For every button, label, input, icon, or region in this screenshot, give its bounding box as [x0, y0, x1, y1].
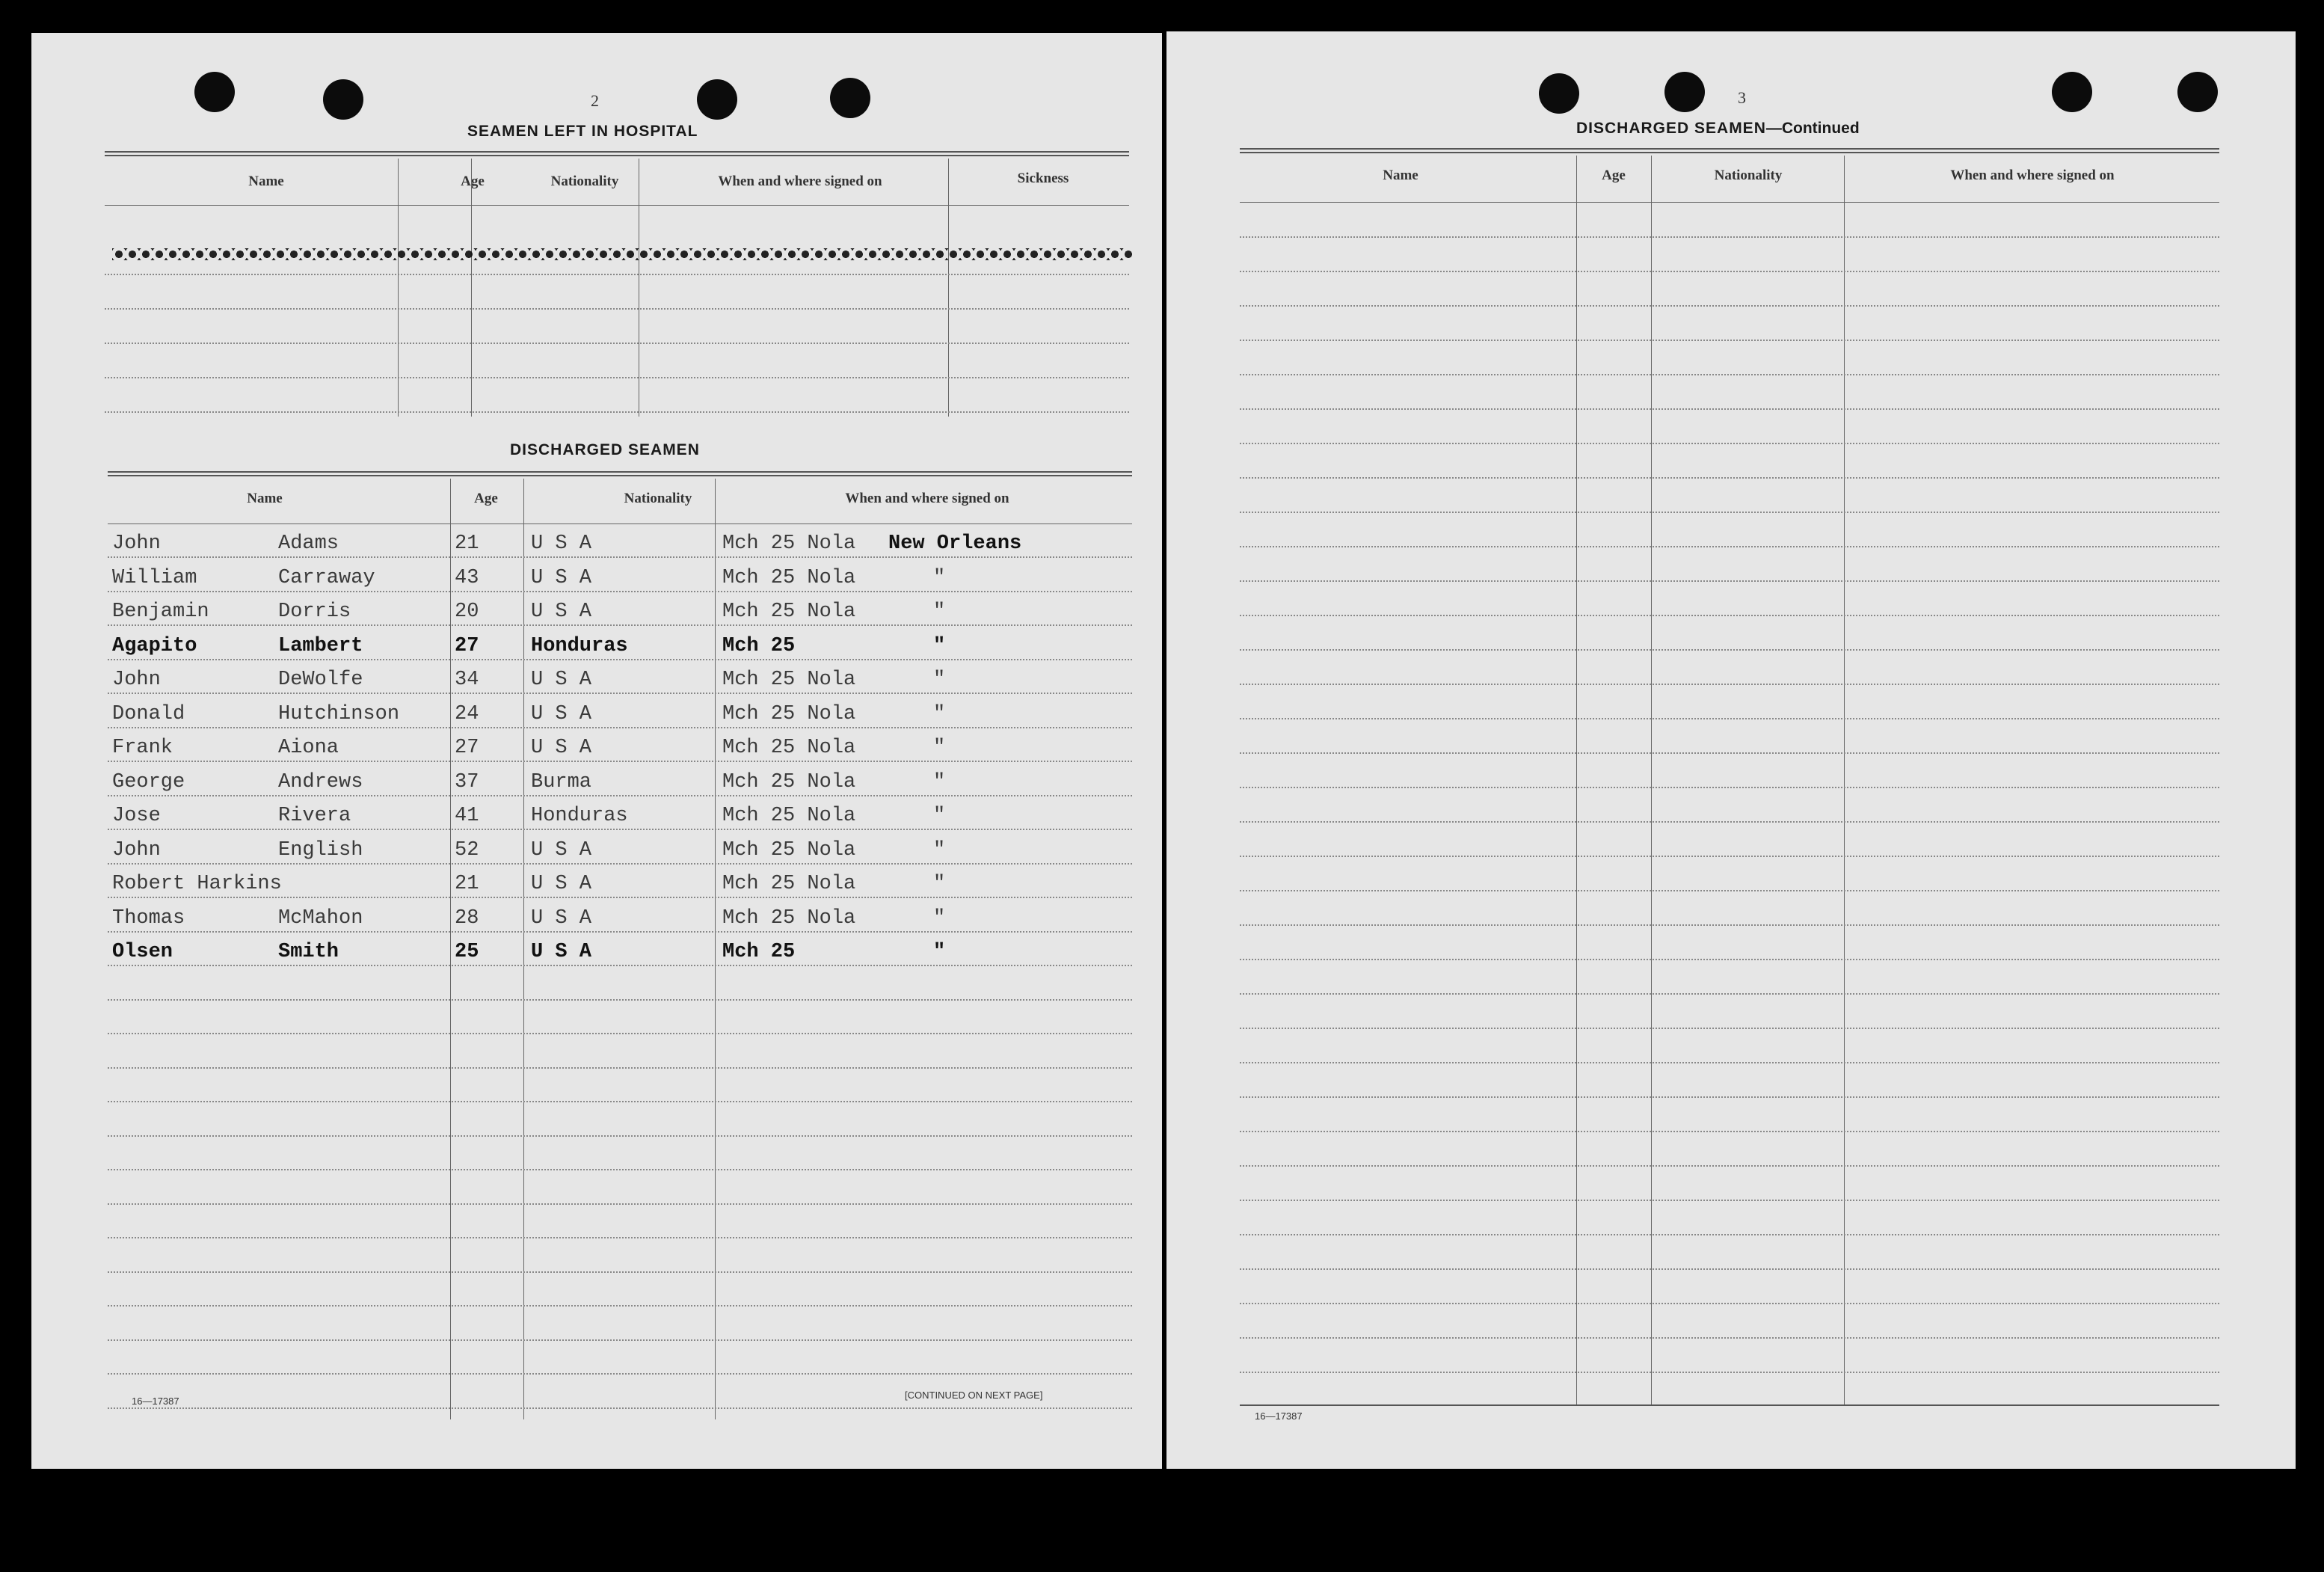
first-name-cell: Thomas — [112, 906, 185, 930]
row-rule — [1240, 924, 2219, 926]
right-page — [1166, 31, 2296, 1469]
title-text: DISCHARGED SEAMEN — [1576, 120, 1766, 137]
age-cell: 37 — [455, 770, 479, 793]
row-rule — [1240, 1131, 2219, 1132]
row-rule — [108, 556, 1132, 558]
row-rule — [1240, 408, 2219, 410]
age-cell: 34 — [455, 669, 479, 691]
last-name-cell: McMahon — [278, 906, 363, 930]
row-rule — [1240, 271, 2219, 272]
first-name-cell: Donald — [112, 702, 185, 725]
row-rule — [108, 693, 1132, 694]
signed-on-cell: Mch 25 Nola — [722, 532, 856, 555]
first-name-cell: Jose — [112, 805, 161, 827]
age-cell: 27 — [455, 737, 479, 759]
row-rule — [1240, 1096, 2219, 1098]
signed-on-cell: Mch 25 Nola — [722, 838, 856, 862]
age-cell: 20 — [455, 601, 479, 623]
row-rule — [1240, 477, 2219, 479]
signed-on-cell: Mch 25 Nola — [722, 906, 856, 930]
age-cell: 25 — [455, 941, 479, 963]
place-cell: " — [933, 566, 946, 589]
age-cell: 41 — [455, 805, 479, 827]
row-rule — [1240, 821, 2219, 823]
nationality-cell: U S A — [531, 906, 592, 930]
nationality-cell: U S A — [531, 838, 592, 862]
col-header-nationality: Nationality — [624, 491, 692, 506]
place-cell: " — [933, 770, 946, 793]
row-rule — [108, 1407, 1132, 1409]
last-name-cell: Adams — [278, 532, 339, 555]
first-name-cell: John — [112, 669, 161, 691]
row-rule — [108, 1033, 1132, 1034]
row-rule — [1240, 993, 2219, 995]
nationality-cell: U S A — [531, 601, 592, 623]
continued-note: [CONTINUED ON NEXT PAGE] — [905, 1390, 1043, 1401]
row-rule — [1240, 718, 2219, 719]
row-rule — [1240, 1200, 2219, 1201]
age-cell: 43 — [455, 566, 479, 589]
age-cell: 21 — [455, 873, 479, 895]
col-header-sickness: Sickness — [1017, 171, 1069, 186]
place-cell: " — [933, 737, 946, 759]
signed-on-cell: Mch 25 Nola — [722, 566, 856, 589]
place-cell: " — [933, 838, 946, 862]
row-rule — [1240, 1234, 2219, 1235]
last-name-cell: Carraway — [278, 566, 375, 589]
row-rule — [108, 1067, 1132, 1069]
discharged-section-title: DISCHARGED SEAMEN — [510, 441, 700, 458]
row-rule — [108, 795, 1132, 796]
signed-on-cell: Mch 25 Nola — [722, 805, 856, 827]
signed-on-cell: Mch 25 Nola — [722, 770, 856, 793]
row-rule — [1240, 546, 2219, 547]
nationality-cell: U S A — [531, 532, 592, 555]
struck-out-entry — [112, 248, 1132, 260]
place-cell: New Orleans — [888, 532, 1022, 555]
form-number: 16—17387 — [1255, 1410, 1303, 1422]
row-rule — [1240, 787, 2219, 788]
age-cell: 21 — [455, 532, 479, 555]
first-name-cell: Olsen — [112, 941, 173, 963]
col-header-age: Age — [474, 491, 498, 506]
row-rule — [108, 1203, 1132, 1205]
nationality-cell: U S A — [531, 941, 592, 963]
title-suffix: —Continued — [1765, 120, 1860, 137]
nationality-cell: U S A — [531, 737, 592, 759]
row-rule — [1240, 649, 2219, 651]
col-header-name: Name — [247, 491, 283, 506]
nationality-cell: U S A — [531, 702, 592, 725]
place-cell: " — [933, 906, 946, 930]
first-name-cell: Robert Harkins — [112, 873, 282, 895]
last-name-cell: Andrews — [278, 770, 363, 793]
signed-on-cell: Mch 25 — [722, 634, 796, 657]
row-rule — [1240, 1337, 2219, 1339]
col-header-nationality: Nationality — [550, 174, 619, 189]
row-rule — [1240, 1268, 2219, 1270]
row-rule — [1240, 305, 2219, 307]
row-rule — [108, 829, 1132, 830]
punch-hole — [830, 78, 870, 118]
punch-hole — [1539, 73, 1579, 114]
signed-on-cell: Mch 25 — [722, 941, 796, 963]
place-cell: " — [933, 941, 946, 963]
signed-on-cell: Mch 25 Nola — [722, 601, 856, 623]
age-cell: 52 — [455, 838, 479, 862]
signed-on-cell: Mch 25 Nola — [722, 737, 856, 759]
place-cell: " — [933, 634, 946, 657]
row-rule — [108, 624, 1132, 626]
row-rule — [108, 1339, 1132, 1341]
first-name-cell: George — [112, 770, 185, 793]
col-header-nationality: Nationality — [1714, 168, 1783, 183]
first-name-cell: William — [112, 566, 197, 589]
row-rule — [108, 1169, 1132, 1170]
punch-hole — [323, 79, 363, 120]
signed-on-cell: Mch 25 Nola — [722, 669, 856, 691]
row-rule — [108, 897, 1132, 898]
row-rule — [1240, 959, 2219, 960]
row-rule — [1240, 684, 2219, 685]
row-rule — [108, 863, 1132, 865]
signed-on-cell: Mch 25 Nola — [722, 873, 856, 895]
row-rule — [108, 1237, 1132, 1238]
nationality-cell: Honduras — [531, 634, 628, 657]
last-name-cell: Aiona — [278, 737, 339, 759]
first-name-cell: Agapito — [112, 634, 197, 657]
age-cell: 27 — [455, 634, 479, 657]
row-rule — [108, 1305, 1132, 1307]
last-name-cell: English — [278, 838, 363, 862]
signed-on-cell: Mch 25 Nola — [722, 702, 856, 725]
last-name-cell: DeWolfe — [278, 669, 363, 691]
age-cell: 24 — [455, 702, 479, 725]
punch-hole — [697, 79, 737, 120]
row-rule — [1240, 512, 2219, 513]
row-rule — [1240, 1372, 2219, 1373]
page-number: 2 — [591, 91, 599, 110]
first-name-cell: John — [112, 532, 161, 555]
row-rule — [108, 931, 1132, 933]
row-rule — [1240, 1028, 2219, 1029]
hospital-section-title: SEAMEN LEFT IN HOSPITAL — [467, 123, 698, 140]
col-header-name: Name — [1383, 168, 1418, 183]
col-header-age: Age — [461, 174, 485, 189]
page-number: 3 — [1738, 88, 1746, 107]
row-rule — [1240, 1165, 2219, 1167]
row-rule — [1240, 443, 2219, 444]
age-cell: 28 — [455, 906, 479, 930]
row-rule — [1240, 374, 2219, 375]
col-header-age: Age — [1602, 168, 1626, 183]
row-rule — [108, 727, 1132, 728]
last-name-cell: Hutchinson — [278, 702, 400, 725]
first-name-cell: Benjamin — [112, 601, 209, 623]
col-header-signed-on: When and where signed on — [1950, 168, 2115, 183]
place-cell: " — [933, 601, 946, 623]
last-name-cell: Smith — [278, 941, 339, 963]
punch-hole — [1664, 72, 1705, 112]
left-page — [31, 33, 1162, 1469]
nationality-cell: U S A — [531, 566, 592, 589]
row-rule — [1240, 752, 2219, 754]
nationality-cell: U S A — [531, 873, 592, 895]
form-number: 16—17387 — [132, 1396, 179, 1407]
row-rule — [108, 1271, 1132, 1273]
nationality-cell: Honduras — [531, 805, 628, 827]
row-rule — [1240, 1303, 2219, 1304]
row-rule — [108, 1373, 1132, 1375]
place-cell: " — [933, 669, 946, 691]
row-rule — [1240, 1062, 2219, 1063]
row-rule — [1240, 580, 2219, 582]
place-cell: " — [933, 805, 946, 827]
nationality-cell: Burma — [531, 770, 592, 793]
last-name-cell: Dorris — [278, 601, 351, 623]
punch-hole — [2177, 72, 2218, 112]
row-rule — [1240, 890, 2219, 891]
last-name-cell: Rivera — [278, 805, 351, 827]
place-cell: " — [933, 873, 946, 895]
discharged-continued-title — [1576, 120, 1860, 138]
nationality-cell: U S A — [531, 669, 592, 691]
row-rule — [108, 591, 1132, 592]
col-header-name: Name — [248, 174, 284, 189]
row-rule — [1240, 856, 2219, 857]
row-rule — [108, 999, 1132, 1001]
row-rule — [108, 965, 1132, 966]
row-rule — [1240, 340, 2219, 341]
row-rule — [1240, 615, 2219, 616]
first-name-cell: Frank — [112, 737, 173, 759]
row-rule — [1240, 236, 2219, 238]
last-name-cell: Lambert — [278, 634, 363, 657]
punch-hole — [194, 72, 235, 112]
punch-hole — [2052, 72, 2092, 112]
first-name-cell: John — [112, 838, 161, 862]
place-cell: " — [933, 702, 946, 725]
col-header-signed-on: When and where signed on — [718, 174, 882, 189]
row-rule — [108, 1101, 1132, 1102]
row-rule — [108, 761, 1132, 762]
row-rule — [108, 659, 1132, 660]
row-rule — [108, 1135, 1132, 1137]
col-header-signed-on: When and where signed on — [845, 491, 1009, 506]
